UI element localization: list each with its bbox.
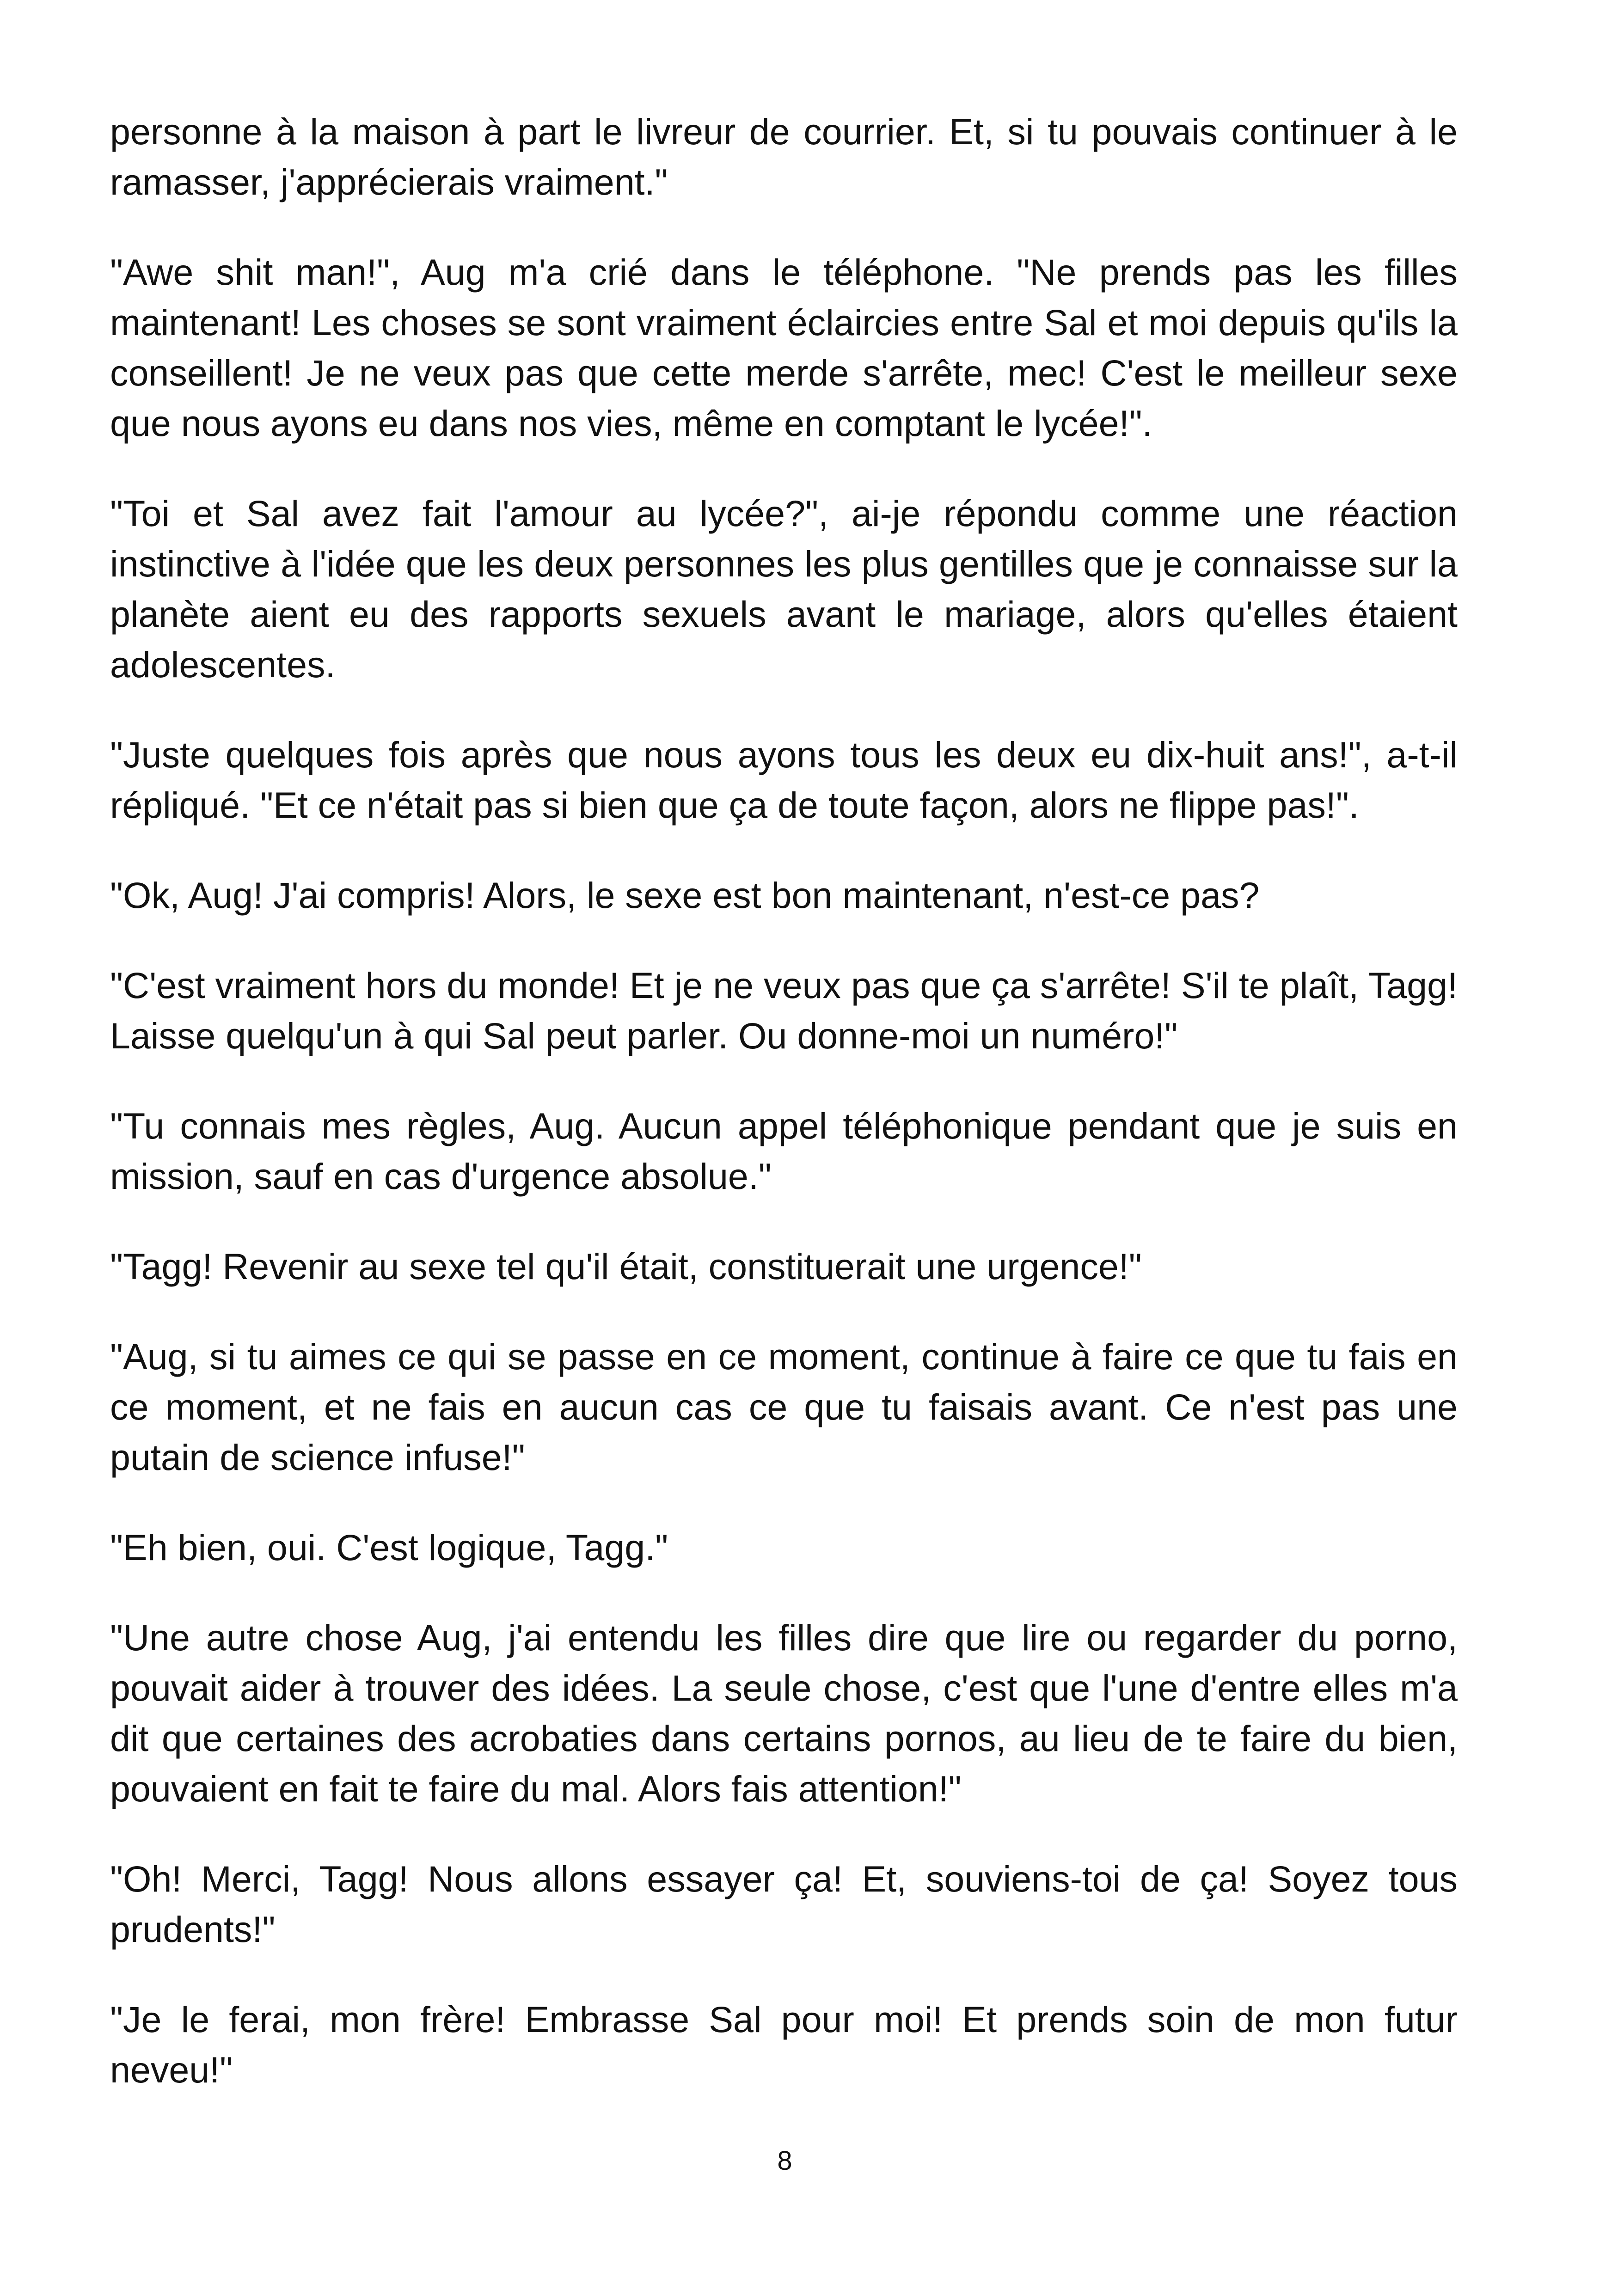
paragraph-1: personne à la maison à part le livreur de courrier. Et, si tu pouvais continuer à le ramasser, j'apprécierais vraiment." <box>110 111 1458 202</box>
paragraph-13: "Je le ferai, mon frère! Embrasse Sal pour moi! Et prends soin de mon futur neveu!" <box>110 1999 1458 2090</box>
paragraph-2: "Awe shit man!", Aug m'a crié dans le téléphone. "Ne prends pas les filles maintenant! Les choses se sont vraiment éclaircies entre Sal et moi depuis qu'ils la conseillent! Je ne veux pas que cette merde s'arrête, mec! C'est le meilleur sexe que nous ayons eu dans nos vies, même en comptant le lycée!". <box>110 251 1458 444</box>
paragraph-5: "Ok, Aug! J'ai compris! Alors, le sexe est bon maintenant, n'est-ce pas? <box>110 875 1260 916</box>
paragraph-4: "Juste quelques fois après que nous ayons tous les deux eu dix-huit ans!", a-t-il répliqué. "Et ce n'était pas si bien que ça de toute façon, alors ne flippe pas!". <box>110 734 1458 826</box>
paragraph-10: "Eh bien, oui. C'est logique, Tagg." <box>110 1527 668 1568</box>
paragraph-3: "Toi et Sal avez fait l'amour au lycée?", ai-je répondu comme une réaction instinctive à l'idée que les deux personnes les plus gentilles que je connaisse sur la planète aient eu des rapports sexuels avant le mariage, alors qu'elles étaient adolescentes. <box>110 493 1458 685</box>
paragraph-6: "C'est vraiment hors du monde! Et je ne veux pas que ça s'arrête! S'il te plaît, Tagg! Laisse quelqu'un à qui Sal peut parler. Ou donne-moi un numéro!" <box>110 965 1458 1056</box>
paragraph-11: "Une autre chose Aug, j'ai entendu les filles dire que lire ou regarder du porno, pouvait aider à trouver des idées. La seule chose, c'est que l'une d'entre elles m'a dit que certaines des acrobaties dans certains pornos, au lieu de te faire du bien, pouvaient en fait te faire du mal. Alors fais attention!" <box>110 1617 1458 1809</box>
page-number: 8 <box>777 2146 792 2176</box>
paragraph-12: "Oh! Merci, Tagg! Nous allons essayer ça! Et, souviens-toi de ça! Soyez tous prudents!" <box>110 1858 1458 1950</box>
body-text <box>110 106 1458 2135</box>
paragraph-9: "Aug, si tu aimes ce qui se passe en ce moment, continue à faire ce que tu fais en ce moment, et ne fais en aucun cas ce que tu faisais avant. Ce n'est pas une putain de science infuse!" <box>110 1336 1458 1478</box>
paragraph-7: "Tu connais mes règles, Aug. Aucun appel téléphonique pendant que je suis en mission, sauf en cas d'urgence absolue." <box>110 1105 1458 1197</box>
paragraph-8: "Tagg! Revenir au sexe tel qu'il était, constituerait une urgence!" <box>110 1246 1142 1287</box>
